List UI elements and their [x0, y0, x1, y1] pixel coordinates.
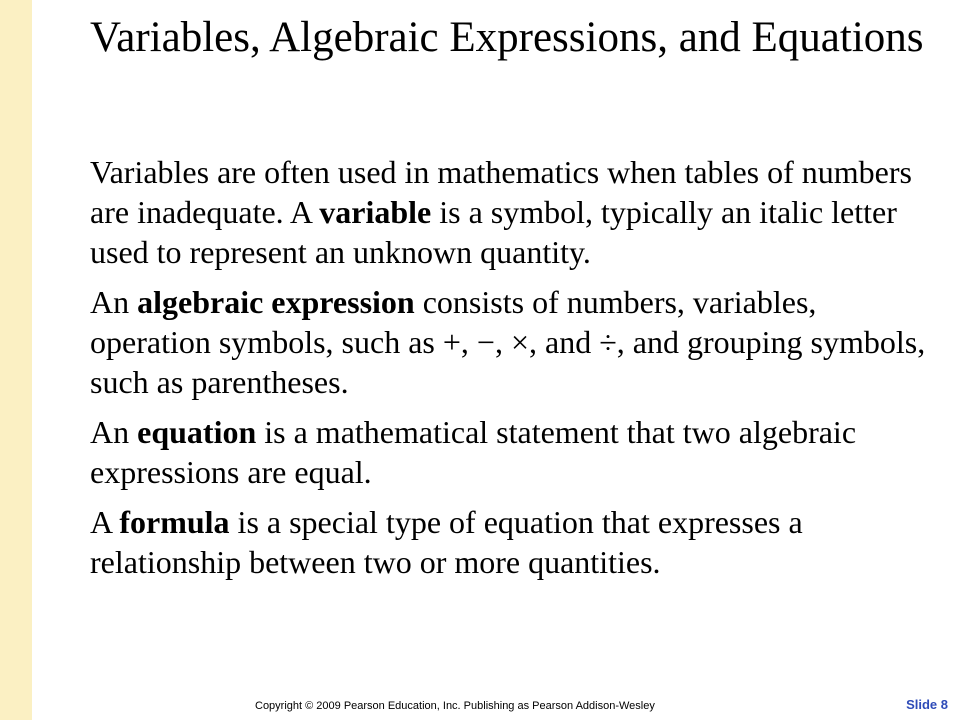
paragraph-algebraic-expression [90, 282, 930, 402]
slide-body [90, 152, 930, 592]
paragraph-text: An [90, 284, 138, 320]
paragraph-equation [90, 412, 930, 492]
side-accent-band [0, 0, 32, 720]
paragraph-text: is a symbol, typically an italic letter used to represent an unknown quantity. [90, 194, 897, 270]
term-algebraic-expression: algebraic expression [137, 284, 415, 320]
term-formula: formula [119, 504, 230, 540]
paragraph-text: An [90, 414, 138, 450]
paragraph-text: is a mathematical statement that two algebraic expressions are equal. [90, 414, 857, 490]
paragraph-text: consists of numbers, variables, operation symbols, such as +, −, ×, and ÷, and grouping symbols, such as parentheses. [90, 284, 926, 400]
paragraph-text: is a special type of equation that expresses a relationship between two or more quantities. [90, 504, 803, 580]
paragraph-text: A [90, 504, 120, 540]
paragraph-formula [90, 502, 930, 582]
footer-copyright: Copyright © 2009 Pearson Education, Inc. Publishing as Pearson Addison-Wesley [255, 700, 655, 712]
slide-title: Variables, Algebraic Expressions, and Equations [90, 14, 924, 61]
term-equation: equation [137, 414, 257, 450]
term-variable: variable [319, 194, 432, 230]
paragraph-text: Variables are often used in mathematics when tables of numbers are inadequate. A [90, 154, 912, 230]
slide-number: Slide 8 [906, 697, 948, 712]
paragraph-variable [90, 152, 930, 272]
